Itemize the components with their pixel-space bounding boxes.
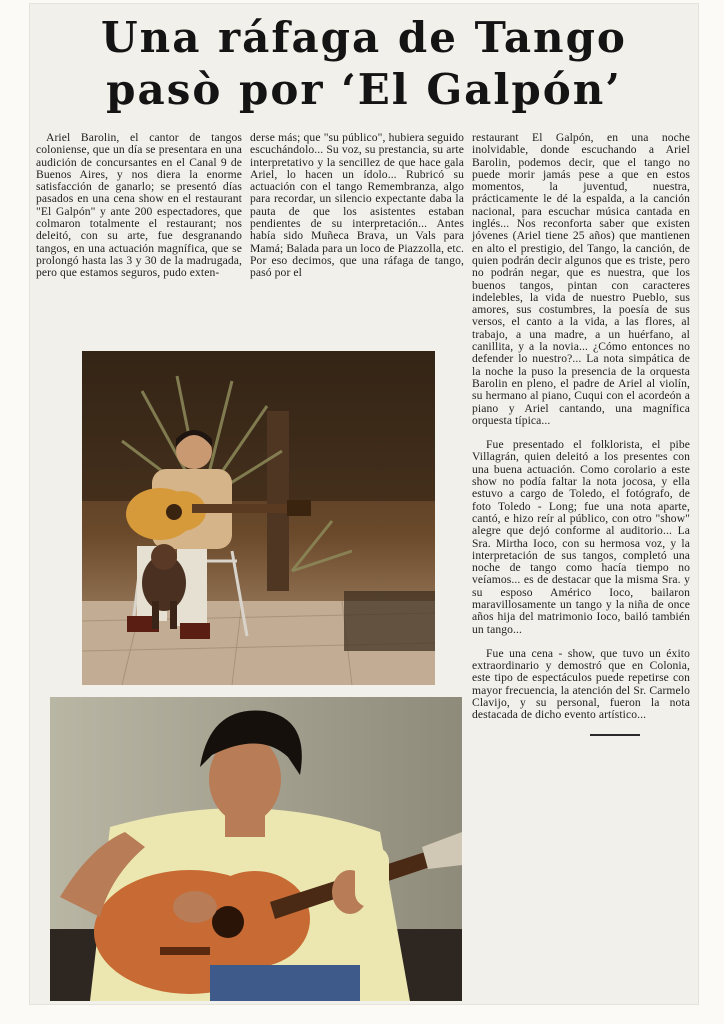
photo-boy-with-guitar	[82, 351, 435, 685]
end-rule	[590, 734, 640, 736]
article-paragraph: Fue una cena - show, que tuvo un éxito extraordinario y demostró que en Colonia, este tipo de espectáculos puede repetirse con mayor frecuencia, la atención del Sr. Carmelo Clavijo, y su personal, fueron la nota destacada de dicho evento artístico...	[472, 646, 690, 722]
headline-line-1: Una ráfaga de Tango	[101, 13, 627, 62]
headline	[30, 12, 698, 116]
photo-man-with-guitar	[50, 697, 462, 1001]
article-paragraph: restaurant El Galpón, en una noche inolvidable, donde escuchando a Ariel Barolin, podemos decir, que el tango no puede morir jamás pese a que en estos momentos, la juventud, nuestra, prácticamente le dé la espalda, a la canción nacional, para escuchar música cantada en inglés... Nos reconforta saber que existen jóvenes (Ariel tiene 25 años) que mantienen en alto el prestigio, del Tango, la canción, de quien podrán decir algunos que es triste, pero no podrán negar, que es nuestra, que los buenos tangos, pintan con caracteres indelebles, la vida de nuestro Pueblo, sus amores, sus costumbres, la poesía de sus versos, el canto a la vida, a las flores, al trabajo, a una madre, a un huérfano, al canillita, y a la novia... ¿Cómo entonces no defender lo nuestro?... La nota simpática de la noche la puso la presencia de la orquesta Barolin en pleno, el padre de Ariel al violín, su hermano al piano, Cuqui con el acordeón a piano y Ariel cantando, una magnífica orquesta típica...	[472, 131, 690, 427]
headline-line-2: pasò por ‘El Galpón’	[106, 65, 622, 114]
article-column-1: Ariel Barolin, el cantor de tangos coloniense, que un día se presentara en una audición de concursantes en el Canal 9 de Buenos Aires, y nos diera la enorme satisfacción de ganarlo; se presentó días pasados en una cena show en el restaurant "El Galpón" y ante 200 espectadores, que colmaron totalmente el restaurant; nos deleitó, con su arte, fue desgranando tangos, en una actuación magnífica, que se prolongó hasta las 3 y 30 de la madrugada, pero que estamos seguros, pudo exten-	[36, 131, 242, 280]
article-paragraph: Fue presentado el folklorista, el pibe Villagrán, quien deleitó a los presentes con una buena actuación. Como corolario a este show no podía faltar la nota jocosa, y ella estuvo a cargo de Toledo, el fotógrafo, de foto Toledo - Long; fue una nota aparte, cantó, e hizo reír al público, con otro "show" alegre que dejó conforme al auditorio... La Sra. Mirtha Ioco, con su hermosa voz, y la interpretación de sus tangos, completó una noche de tango como hacía tiempo no veíamos... es de destacar que la misma Sra. y su esposo Américo Ioco, bailaron maravillosamente un tango y la niña de once años hija del matrimonio Ioco, bailó también un tango...	[472, 438, 690, 636]
article-column-3	[472, 132, 690, 736]
article-column-2: derse más; que "su público", hubiera seguido escuchándolo... Su voz, su prestancia, su arte interpretativo y la sencillez de que hace gala Ariel, lo hacen un ídolo... Rubricó su actuación con el tango Remembranza, algo para recordar, un silencio expectante daba la pauta de que los asistentes estaban pendientes de su interpretación... Antes había sido Muñeca Brava, un Vals para Mamá; Balada para un loco de Piazzolla, etc. Por eso decimos, que una ráfaga de tango, pasó por el	[250, 131, 464, 280]
